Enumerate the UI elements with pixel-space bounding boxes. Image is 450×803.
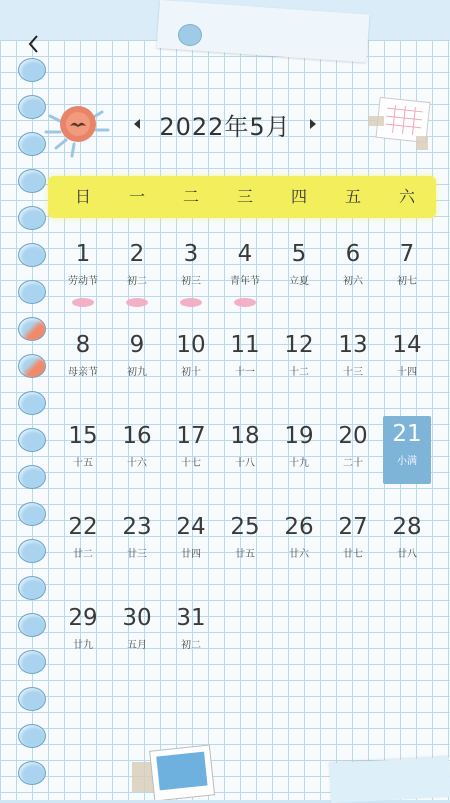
triangle-left-icon <box>132 118 142 130</box>
day-cell[interactable] <box>110 418 164 498</box>
week-row <box>56 327 434 418</box>
lunar-label: 初二 <box>181 640 201 651</box>
event-dot <box>126 298 148 307</box>
prev-month-button[interactable] <box>130 114 144 134</box>
day-cell[interactable] <box>272 236 326 316</box>
day-cell[interactable] <box>164 600 218 680</box>
lunar-label: 廿二 <box>73 549 93 560</box>
day-number: 15 <box>68 423 98 449</box>
day-cell[interactable] <box>326 236 380 316</box>
binder-ring <box>18 317 46 341</box>
day-number: 26 <box>284 514 314 540</box>
wax-seal-sticker-icon <box>42 96 112 160</box>
day-number: 5 <box>291 241 307 267</box>
next-month-button[interactable] <box>306 114 320 134</box>
day-number: 14 <box>392 332 422 358</box>
day-number: 3 <box>183 241 199 267</box>
day-cell[interactable] <box>56 509 110 589</box>
weekday-thu: 四 <box>290 187 307 206</box>
decorative-hole <box>178 24 202 46</box>
calendar-card-sticker-icon <box>364 96 434 156</box>
binder-ring <box>18 280 46 304</box>
lunar-label: 母亲节 <box>68 367 98 378</box>
binder-ring <box>18 354 46 378</box>
lunar-label: 廿七 <box>343 549 363 560</box>
binder-ring <box>18 539 46 563</box>
lunar-label: 劳动节 <box>68 276 98 287</box>
day-cell[interactable] <box>218 509 272 589</box>
day-number: 12 <box>284 332 314 358</box>
event-dot <box>72 298 94 307</box>
weekday-tue: 二 <box>182 187 199 206</box>
lunar-label: 十六 <box>127 458 147 469</box>
lunar-label: 初三 <box>181 276 201 287</box>
weekday-wed: 三 <box>236 187 253 206</box>
week-row <box>56 600 434 691</box>
binder-ring <box>18 650 46 674</box>
day-number: 25 <box>230 514 260 540</box>
day-cell-selected[interactable] <box>383 416 431 484</box>
day-cell[interactable] <box>272 327 326 407</box>
day-number: 11 <box>230 332 260 358</box>
day-number: 16 <box>122 423 152 449</box>
day-number: 28 <box>392 514 422 540</box>
weekday-fri: 五 <box>344 187 361 206</box>
day-cell[interactable] <box>326 327 380 407</box>
binder-ring <box>18 724 46 748</box>
lunar-label: 廿五 <box>235 549 255 560</box>
day-cell[interactable] <box>110 327 164 407</box>
day-number: 4 <box>237 241 253 267</box>
day-cell[interactable] <box>110 236 164 316</box>
day-cell[interactable] <box>272 509 326 589</box>
lunar-label: 小满 <box>397 456 417 467</box>
lunar-label: 初九 <box>127 367 147 378</box>
binder-ring <box>18 391 46 415</box>
weekday-mon: 一 <box>128 187 145 206</box>
day-cell[interactable] <box>110 509 164 589</box>
binder-ring <box>18 243 46 267</box>
lunar-label: 廿九 <box>73 640 93 651</box>
day-number: 23 <box>122 514 152 540</box>
day-cell[interactable] <box>56 418 110 498</box>
lunar-label: 立夏 <box>289 276 309 287</box>
lunar-label: 十二 <box>289 367 309 378</box>
day-cell[interactable] <box>164 236 218 316</box>
weekday-sat: 六 <box>398 187 415 206</box>
lunar-label: 初十 <box>181 367 201 378</box>
lunar-label: 青年节 <box>230 276 260 287</box>
day-number: 19 <box>284 423 314 449</box>
day-number: 7 <box>399 241 415 267</box>
lunar-label: 十一 <box>235 367 255 378</box>
event-dot <box>180 298 202 307</box>
lunar-label: 五月 <box>127 640 147 651</box>
lunar-label: 十五 <box>73 458 93 469</box>
binder-ring <box>18 761 46 785</box>
lunar-label: 廿四 <box>181 549 201 560</box>
calendar-grid <box>56 236 434 691</box>
day-number: 21 <box>392 421 422 447</box>
lunar-label: 廿三 <box>127 549 147 560</box>
lunar-label: 十八 <box>235 458 255 469</box>
day-number: 9 <box>129 332 145 358</box>
weekday-sun: 日 <box>74 187 91 206</box>
chevron-left-icon <box>22 32 46 56</box>
lunar-label: 初七 <box>397 276 417 287</box>
binder-ring <box>18 169 46 193</box>
triangle-right-icon <box>308 118 318 130</box>
binder-ring <box>18 502 46 526</box>
day-number: 22 <box>68 514 98 540</box>
day-number: 17 <box>176 423 206 449</box>
binder-ring <box>18 206 46 230</box>
week-row <box>56 236 434 327</box>
month-title: 2022年5月 <box>159 112 291 141</box>
binder-ring <box>18 428 46 452</box>
day-number: 18 <box>230 423 260 449</box>
day-cell[interactable] <box>380 509 434 589</box>
day-number: 8 <box>75 332 91 358</box>
day-number: 10 <box>176 332 206 358</box>
week-row <box>56 509 434 600</box>
day-number: 27 <box>338 514 368 540</box>
day-cell[interactable] <box>326 418 380 498</box>
lunar-label: 十四 <box>397 367 417 378</box>
day-cell[interactable] <box>218 236 272 316</box>
day-cell[interactable] <box>380 236 434 316</box>
lunar-label: 二十 <box>343 458 363 469</box>
binder-ring <box>18 58 46 82</box>
lunar-label: 廿八 <box>397 549 417 560</box>
binder-ring <box>18 465 46 489</box>
day-cell[interactable] <box>164 327 218 407</box>
day-number: 6 <box>345 241 361 267</box>
back-button[interactable] <box>22 32 46 56</box>
day-cell[interactable] <box>56 236 110 316</box>
day-cell[interactable] <box>218 327 272 407</box>
lunar-label: 十七 <box>181 458 201 469</box>
day-cell[interactable] <box>110 600 164 680</box>
day-cell[interactable] <box>164 418 218 498</box>
month-navigation <box>130 106 320 142</box>
day-cell[interactable] <box>272 418 326 498</box>
binder-ring <box>18 687 46 711</box>
day-number: 20 <box>338 423 368 449</box>
day-cell[interactable] <box>326 509 380 589</box>
lunar-label: 十九 <box>289 458 309 469</box>
day-number: 2 <box>129 241 145 267</box>
binder-rings <box>18 58 50 788</box>
week-row <box>56 418 434 509</box>
binder-ring <box>18 613 46 637</box>
lunar-label: 初二 <box>127 276 147 287</box>
day-cell[interactable] <box>218 418 272 498</box>
day-number: 13 <box>338 332 368 358</box>
event-dot <box>234 298 256 307</box>
day-number: 30 <box>122 605 152 631</box>
lunar-label: 廿六 <box>289 549 309 560</box>
lunar-label: 十三 <box>343 367 363 378</box>
weekday-header <box>56 176 434 218</box>
decorative-corner-sheet <box>329 757 450 803</box>
day-cell[interactable] <box>380 327 434 407</box>
day-number: 29 <box>68 605 98 631</box>
day-number: 24 <box>176 514 206 540</box>
day-number: 1 <box>75 241 91 267</box>
lunar-label: 初六 <box>343 276 363 287</box>
photo-sticker-icon <box>126 742 222 800</box>
day-cell[interactable] <box>56 327 110 407</box>
day-number: 31 <box>176 605 206 631</box>
binder-ring <box>18 576 46 600</box>
day-cell[interactable] <box>56 600 110 680</box>
day-cell[interactable] <box>164 509 218 589</box>
